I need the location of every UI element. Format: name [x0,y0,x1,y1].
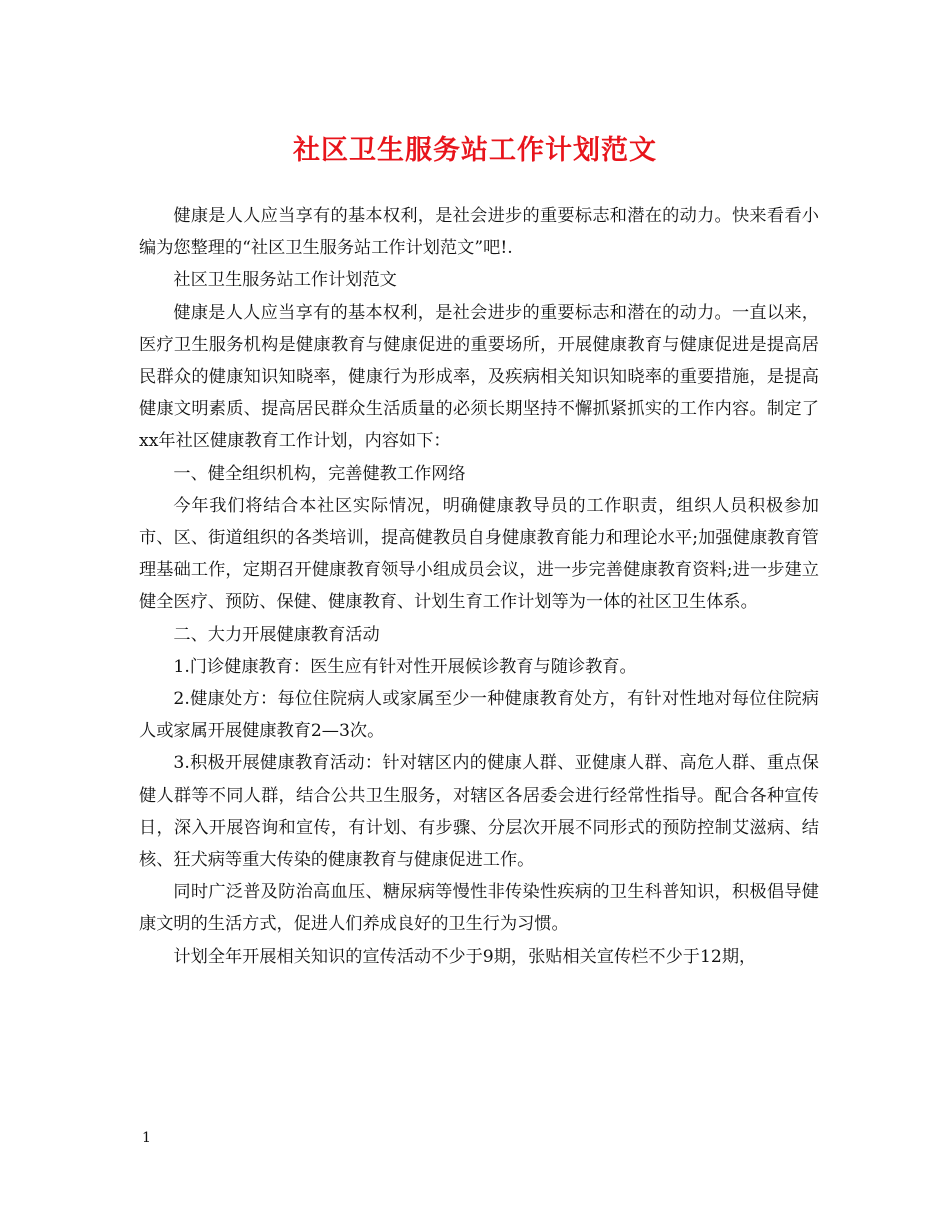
paragraph-background: 健康是人人应当享有的基本权利，是社会进步的重要标志和潜在的动力。一直以来，医疗卫生服务机构是健康教育与健康促进的重要场所，开展健康教育与健康促进是提高居民群众的健康知识知晓率，健康行为形成率，及疾病相关知识知晓率的重要措施，是提高健康文明素质、提高居民群众生活质量的必须长期坚持不懈抓紧抓实的工作内容。制定了xx年社区健康教育工作计划，内容如下： [139,302,819,452]
list-item-prescription: 2.健康处方：每位住院病人或家属至少一种健康教育处方，有针对性地对每位住院病人或家属开展健康教育2—3次。 [139,689,819,742]
paragraph-section-1: 今年我们将结合本社区实际情况，明确健康教导员的工作职责，组织人员积极参加市、区、街道组织的各类培训，提高健教员自身健康教育能力和理论水平;加强健康教育管理基础工作，定期召开健康教育领导小组成员会议，进一步完善健康教育资料;进一步建立健全医疗、预防、保健、健康教育、计划生育工作计划等为一体的社区卫生体系。 [139,495,819,613]
section-heading-2: 二、大力开展健康教育活动 [173,624,380,645]
paragraph-subtitle: 社区卫生服务站工作计划范文 [173,270,397,291]
paragraph-chronic-disease: 同时广泛普及防治高血压、糖尿病等慢性非传染性疾病的卫生科普知识，积极倡导健康文明的生活方式，促进人们养成良好的卫生行为习惯。 [139,882,819,935]
paragraph-annual-plan: 计划全年开展相关知识的宣传活动不少于9期，张贴相关宣传栏不少于12期， [173,946,757,967]
paragraph-intro: 健康是人人应当享有的基本权利，是社会进步的重要标志和潜在的动力。快来看看小编为您整理的“社区卫生服务站工作计划范文”吧!. [139,206,819,259]
page-title: 社区卫生服务站工作计划范文 [293,135,657,166]
document-body [139,200,819,973]
list-item-activities: 3.积极开展健康教育活动：针对辖区内的健康人群、亚健康人群、高危人群、重点保健人群等不同人群，结合公共卫生服务，对辖区各居委会进行经常性指导。配合各种宣传日，深入开展咨询和宣传，有计划、有步骤、分层次开展不同形式的预防控制艾滋病、结核、狂犬病等重大传染的健康教育与健康促进工作。 [139,753,819,871]
page-number: 1 [142,1130,151,1146]
section-heading-1: 一、健全组织机构，完善健教工作网络 [173,463,466,484]
list-item-outpatient: 1.门诊健康教育：医生应有针对性开展候诊教育与随诊教育。 [173,656,637,677]
